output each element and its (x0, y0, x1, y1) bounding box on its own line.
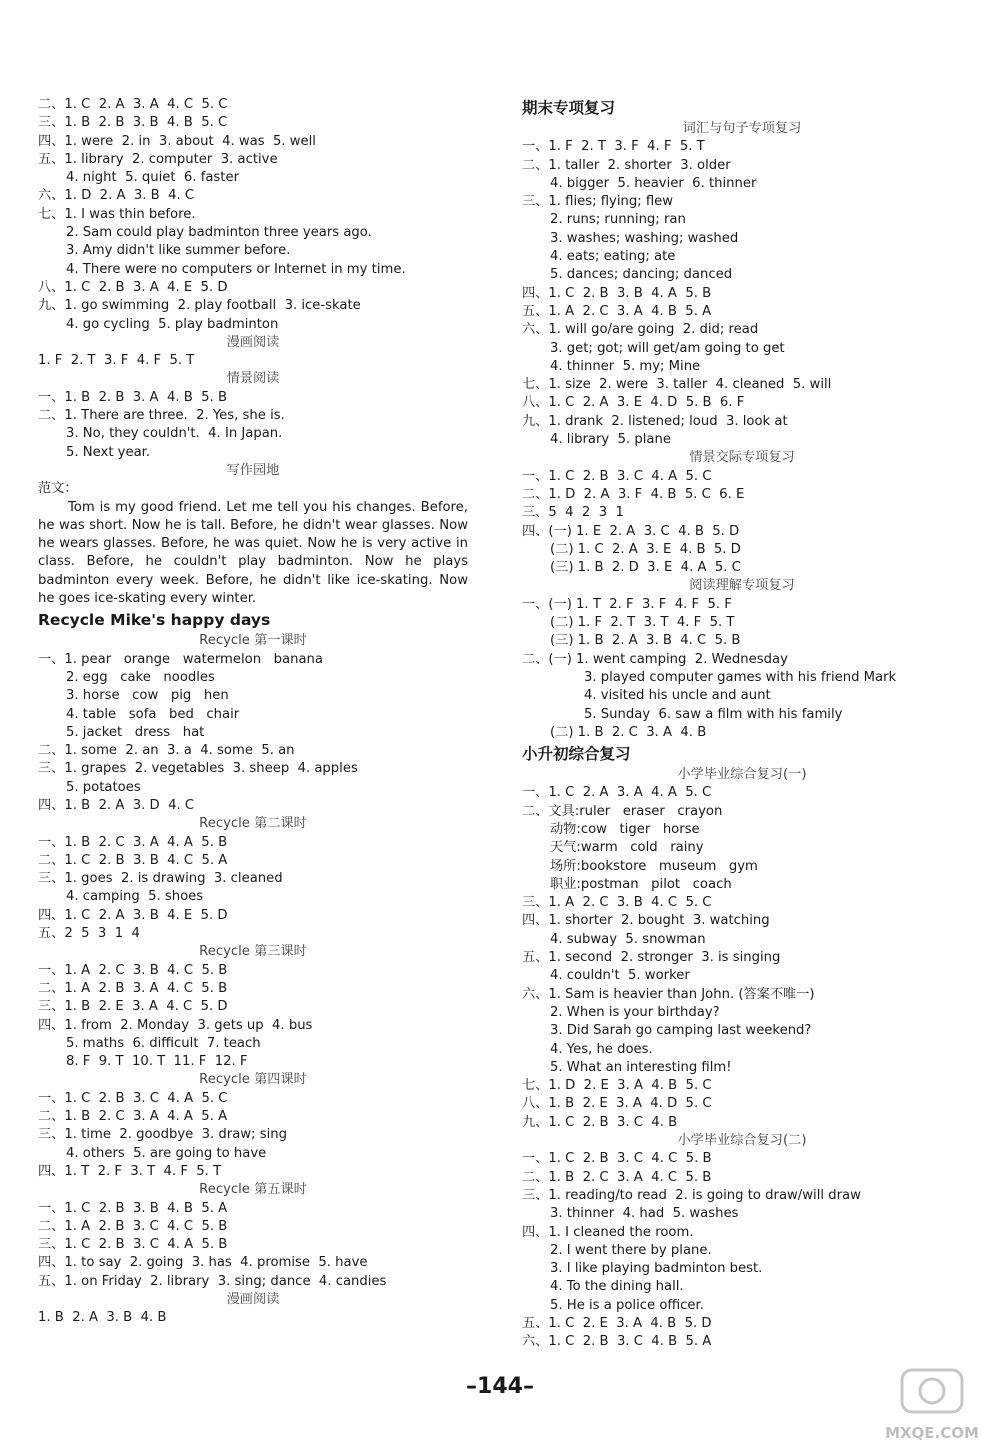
answer-line: 五、1. library 2. computer 3. active (38, 151, 278, 167)
answer-line: 四、1. C 2. A 3. B 4. E 5. D (38, 907, 228, 923)
answer-line: 一、1. C 2. B 3. B 4. B 5. A (38, 1200, 228, 1216)
answer-line: 5. Sunday 6. saw a film with his family (584, 706, 843, 722)
answer-line: 一、1. C 2. B 3. C 4. A 5. C (38, 1090, 228, 1106)
answer-line: 5. What an interesting film! (550, 1059, 732, 1075)
section-subheading: 漫画阅读 (226, 334, 280, 350)
answer-line: 4. eats; eating; ate (550, 249, 676, 265)
answer-column-left (38, 96, 468, 1328)
answer-line: 4. night 5. quiet 6. faster (66, 170, 239, 186)
answer-line: 三、1. time 2. goodbye 3. draw; sing (38, 1127, 287, 1143)
answer-line: 2. When is your birthday? (550, 1004, 720, 1020)
answer-line: 5. Next year. (66, 444, 151, 460)
answer-line: 九、1. C 2. B 3. C 4. B (522, 1114, 678, 1130)
answer-line: 二、1. some 2. an 3. a 4. some 5. an (38, 743, 295, 759)
answer-line: (二) 1. B 2. C 3. A 4. B (550, 724, 707, 740)
answer-line: 三、1. B 2. E 3. A 4. C 5. D (38, 999, 228, 1015)
answer-line: 五、1. C 2. E 3. A 4. B 5. D (522, 1316, 712, 1331)
answer-line: 4. others 5. are going to have (66, 1145, 267, 1161)
answer-line: 四、1. I cleaned the room. (522, 1224, 694, 1240)
section-heading: Recycle Mike's happy days (38, 611, 271, 630)
answer-line: 五、1. on Friday 2. library 3. sing; dance 4. candies (38, 1273, 387, 1289)
answer-line: 4. bigger 5. heavier 6. thinner (550, 175, 757, 191)
answer-line: 二、1. B 2. C 3. A 4. C 5. B (522, 1169, 712, 1185)
answer-line: 四、1. C 2. B 3. B 4. A 5. B (522, 285, 712, 301)
answer-line: 4. camping 5. shoes (66, 889, 204, 905)
answer-line: 5. dances; dancing; danced (550, 267, 733, 283)
answer-line: 三、1. goes 2. is drawing 3. cleaned (38, 871, 283, 887)
section-heading: 期末专项复习 (522, 99, 616, 117)
answer-line: 4. couldn't 5. worker (550, 968, 690, 984)
answer-line: 三、1. B 2. B 3. B 4. B 5. C (38, 115, 228, 131)
answer-line: 二、1. There are three. 2. Yes, she is. (38, 408, 285, 424)
answer-line: 四、1. T 2. F 3. T 4. F 5. T (38, 1163, 222, 1179)
answer-line: 四、1. from 2. Monday 3. gets up 4. bus (38, 1017, 313, 1033)
answer-line: 4. library 5. plane (550, 432, 671, 448)
section-subheading: Recycle 第一课时 (199, 633, 307, 649)
answer-line: 七、1. D 2. E 3. A 4. B 5. C (522, 1078, 712, 1094)
answer-line: 3. Amy didn't like summer before. (66, 243, 291, 259)
answer-line: 四、1. were 2. in 3. about 4. was 5. well (38, 133, 316, 149)
answer-line: 一、1. C 2. B 3. C 4. A 5. C (522, 468, 712, 484)
answer-line: 4. go cycling 5. play badminton (66, 316, 279, 332)
answer-line: 一、1. C 2. B 3. C 4. C 5. B (522, 1151, 712, 1167)
answer-line: 八、1. B 2. E 3. A 4. D 5. C (522, 1096, 712, 1112)
section-subheading: 漫画阅读 (226, 1292, 280, 1307)
answer-line: (二) 1. F 2. T 3. T 4. F 5. T (550, 615, 735, 631)
answer-line: 一、1. B 2. C 3. A 4. A 5. B (38, 834, 228, 850)
answer-line: 三、1. A 2. C 3. B 4. C 5. C (522, 895, 712, 911)
answer-line: (三) 1. B 2. A 3. B 4. C 5. B (550, 633, 741, 649)
answer-line: 2. Sam could play badminton three years ago. (66, 225, 372, 241)
answer-line: 三、1. C 2. B 3. C 4. A 5. B (38, 1237, 228, 1253)
answer-line: 5. He is a police officer. (550, 1297, 704, 1313)
answer-line: 3. get; got; will get/am going to get (550, 340, 785, 356)
answer-line: 四、1. to say 2. going 3. has 4. promise 5. have (38, 1255, 368, 1271)
answer-line: 3. Did Sarah go camping last weekend? (550, 1023, 812, 1039)
answer-line: 8. F 9. T 10. T 11. F 12. F (66, 1054, 248, 1070)
answer-line: 2. I went there by plane. (550, 1242, 712, 1258)
answer-line: 3. No, they couldn't. 4. In Japan. (66, 426, 283, 442)
answer-line: 1. F 2. T 3. F 4. F 5. T (38, 353, 195, 369)
answer-line: 二、1. C 2. B 3. B 4. C 5. A (38, 852, 228, 868)
answer-line: 场所:bookstore museum gym (550, 858, 758, 874)
section-subheading: Recycle 第四课时 (199, 1072, 307, 1088)
section-subheading: Recycle 第二课时 (199, 816, 307, 832)
answer-line: 二、1. A 2. B 3. C 4. C 5. B (38, 1218, 228, 1234)
answer-line: 九、1. go swimming 2. play football 3. ice-skate (38, 298, 361, 314)
sample-essay-paragraph: Tom is my good friend. Let me tell you his changes. Before, he was short. Now he is tall. Before, he didn't wear glasses. Now he wears glasses. Before, he was quiet. Now he is very active in class. Before, he couldn't play badminton. Now he plays badminton every week. Before, he didn't like ice-skating. Now he goes ice-skating every winter. (38, 499, 468, 607)
answer-line: 二、1. taller 2. shorter 3. older (522, 157, 731, 173)
answer-line: 四、1. B 2. A 3. D 4. C (38, 797, 195, 813)
section-subheading: 词汇与句子专项复习 (682, 121, 802, 136)
section-subheading: Recycle 第三课时 (199, 944, 307, 960)
answer-line: 一、1. pear orange watermelon banana (38, 651, 323, 667)
answer-line: 5. maths 6. difficult 7. teach (66, 1035, 261, 1051)
answer-line: 2. egg cake noodles (66, 669, 215, 685)
answer-line: 七、1. I was thin before. (38, 206, 196, 222)
answer-line: 4. thinner 5. my; Mine (550, 358, 701, 374)
answer-line: 四、(一) 1. E 2. A 3. C 4. B 5. D (522, 523, 740, 539)
answer-line: 一、1. A 2. C 3. B 4. C 5. B (38, 962, 228, 978)
answer-line: 天气:warm cold rainy (550, 840, 704, 856)
answer-line: 5. jacket dress hat (66, 724, 205, 740)
answer-line: 一、1. B 2. B 3. A 4. B 5. B (38, 389, 227, 405)
answer-line: 六、1. C 2. B 3. C 4. B 5. A (522, 1334, 712, 1350)
section-subheading: 情景交际专项复习 (689, 450, 795, 466)
answer-line: 八、1. C 2. B 3. A 4. E 5. D (38, 279, 228, 295)
answer-line: 2. runs; running; ran (550, 212, 686, 228)
answer-line: 一、1. C 2. A 3. A 4. A 5. C (522, 785, 712, 801)
answer-line: 二、文具:ruler eraser crayon (522, 803, 723, 819)
answer-site-logo-icon (872, 1364, 992, 1444)
section-subheading: 小学毕业综合复习(一) (677, 767, 807, 783)
answer-line: 二、(一) 1. went camping 2. Wednesday (522, 651, 788, 667)
answer-line: 三、1. grapes 2. vegetables 3. sheep 4. apples (38, 761, 358, 777)
section-subheading: 写作园地 (226, 462, 280, 478)
answer-line: 职业:postman pilot coach (550, 876, 732, 892)
answer-line: 七、1. size 2. were 3. taller 4. cleaned 5. will (522, 377, 832, 393)
answer-line: 二、1. D 2. A 3. F 4. B 5. C 6. E (522, 486, 745, 502)
answer-line: 范文： (38, 481, 78, 497)
watermark (872, 1364, 992, 1444)
answer-line: 二、1. C 2. A 3. A 4. C 5. C (38, 97, 228, 112)
answer-line: 4. visited his uncle and aunt (584, 688, 771, 704)
section-subheading: 阅读理解专项复习 (689, 578, 795, 594)
answer-line: 三、1. reading/to read 2. is going to draw/will draw (522, 1187, 861, 1203)
answer-line: 3. washes; washing; washed (550, 230, 739, 246)
answer-line: 一、1. F 2. T 3. F 4. F 5. T (522, 139, 705, 155)
answer-line: 六、1. D 2. A 3. B 4. C (38, 188, 195, 204)
answer-line: 4. To the dining hall. (550, 1279, 684, 1295)
answer-line: 4. subway 5. snowman (550, 931, 706, 947)
page-number: –144– (466, 1374, 534, 1399)
answer-line: 九、1. drank 2. listened; loud 3. look at (522, 413, 788, 429)
answer-line: 五、1. second 2. stronger 3. is singing (522, 950, 781, 966)
answer-line: 四、1. shorter 2. bought 3. watching (522, 913, 770, 929)
section-heading: 小升初综合复习 (522, 745, 631, 764)
section-subheading: Recycle 第五课时 (199, 1182, 307, 1198)
answer-line: 五、2 5 3 1 4 (38, 926, 140, 942)
answer-line: 5. potatoes (66, 779, 141, 795)
answer-line: 一、(一) 1. T 2. F 3. F 4. F 5. F (522, 596, 732, 612)
answer-line: 六、1. will go/are going 2. did; read (522, 322, 759, 338)
answer-line: 动物:cow tiger horse (550, 821, 700, 837)
answer-line: 3. thinner 4. had 5. washes (550, 1206, 739, 1222)
answer-line: 4. table sofa bed chair (66, 706, 240, 722)
watermark-text: MXQE.COM (885, 1424, 979, 1442)
answer-line: 五、1. A 2. C 3. A 4. B 5. A (522, 303, 712, 319)
answer-column-right (522, 96, 962, 1352)
answer-line: 六、1. Sam is heavier than John. (答案不唯一) (522, 986, 815, 1002)
answer-line: 3. horse cow pig hen (66, 688, 229, 704)
section-subheading: 情景阅读 (226, 371, 280, 387)
section-subheading: 小学毕业综合复习(二) (677, 1133, 807, 1149)
answer-line: 三、1. flies; flying; flew (522, 194, 674, 210)
answer-line: 4. There were no computers or Internet in my time. (66, 261, 406, 277)
answer-line: 二、1. A 2. B 3. A 4. C 5. B (38, 980, 228, 996)
answer-line: (二) 1. C 2. A 3. E 4. B 5. D (550, 541, 741, 557)
answer-line: (三) 1. B 2. D 3. E 4. A 5. C (550, 560, 741, 576)
answer-line: 3. I like playing badminton best. (550, 1261, 763, 1277)
answer-line: 三、5 4 2 3 1 (522, 505, 624, 521)
answer-line: 八、1. C 2. A 3. E 4. D 5. B 6. F (522, 395, 745, 411)
answer-line: 4. Yes, he does. (550, 1041, 653, 1057)
answer-line: 1. B 2. A 3. B 4. B (38, 1310, 167, 1326)
answer-line: 二、1. B 2. C 3. A 4. A 5. A (38, 1109, 228, 1125)
answer-line: 3. played computer games with his friend Mark (584, 669, 897, 685)
